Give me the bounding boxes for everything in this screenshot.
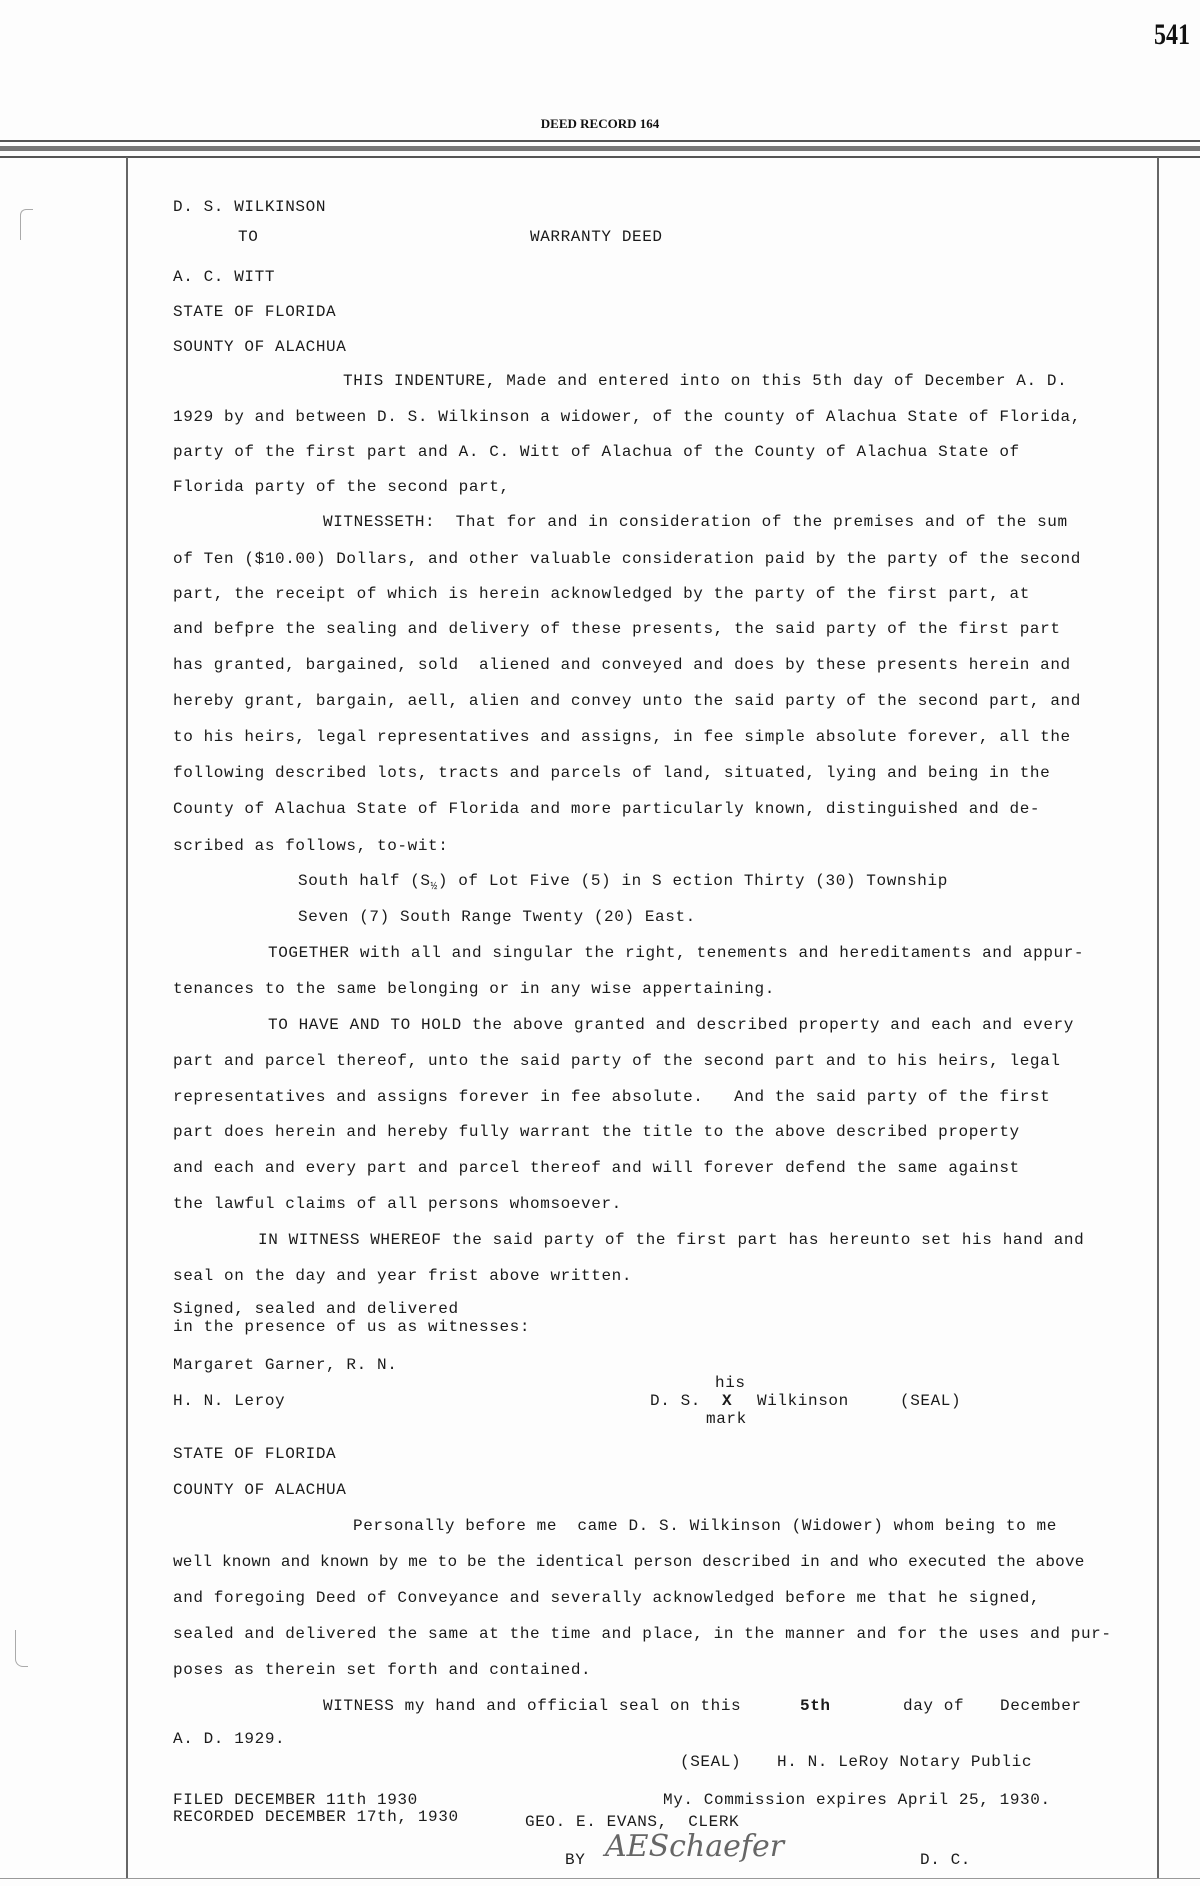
- body-line: scribed as follows, to-wit:: [173, 837, 449, 855]
- header-rule-middle: [0, 146, 1200, 151]
- legal-desc-fraction: ½: [430, 881, 438, 893]
- notary-commission: My. Commission expires April 25, 1930.: [663, 1791, 1051, 1809]
- heading-to: TO: [238, 228, 259, 246]
- header-rule-top: [0, 140, 1200, 142]
- clerk-name: GEO. E. EVANS, CLERK: [525, 1813, 740, 1831]
- body-line: representatives and assigns forever in fee absolute. And the said party of the first: [173, 1088, 1051, 1106]
- signer-seal: (SEAL): [900, 1392, 962, 1410]
- margin-bracket-bottom: [15, 1630, 28, 1667]
- deed-type-title: WARRANTY DEED: [530, 228, 663, 246]
- body-line: THIS INDENTURE, Made and entered into on this 5th day of December A. D.: [343, 372, 1068, 390]
- legal-description-line-2: Seven (7) South Range Twenty (20) East.: [298, 908, 696, 926]
- notary-seal: (SEAL): [680, 1753, 742, 1771]
- body-line: County of Alachua State of Florida and more particularly known, distinguished and de-: [173, 800, 1041, 818]
- body-line: tenances to the same belonging or in any wise appertaining.: [173, 980, 775, 998]
- ack-line: poses as therein set forth and contained.: [173, 1661, 592, 1679]
- body-line: Florida party of the second part,: [173, 478, 510, 496]
- signer-mark-x: X: [722, 1392, 733, 1410]
- body-line: IN WITNESS WHEREOF the said party of the first part has hereunto set his hand and: [258, 1231, 1085, 1249]
- body-line: TO HAVE AND TO HOLD the above granted and described property and each and every: [268, 1016, 1074, 1034]
- bottom-rule: [0, 1878, 1200, 1879]
- signer-surname: Wilkinson: [757, 1392, 849, 1410]
- body-line: and each and every part and parcel thereof and will forever defend the same against: [173, 1159, 1020, 1177]
- notary-name: H. N. LeRoy Notary Public: [777, 1753, 1033, 1771]
- body-line: hereby grant, bargain, aell, alien and convey unto the said party of the second part, and: [173, 692, 1081, 710]
- body-line: and befpre the sealing and delivery of these presents, the said party of the first part: [173, 620, 1061, 638]
- legal-desc-pre: South half (S: [298, 872, 431, 890]
- body-line: the lawful claims of all persons whomsoever.: [173, 1195, 622, 1213]
- header-rule-bottom: [0, 156, 1200, 158]
- body-line: TOGETHER with all and singular the right, tenements and hereditaments and appur-: [268, 944, 1085, 962]
- body-line: WITNESSETH: That for and in consideration of the premises and of the sum: [323, 513, 1068, 531]
- ack-witness-dayof: day of: [903, 1697, 965, 1715]
- right-margin-rule: [1157, 157, 1159, 1879]
- deputy-clerk-label: D. C.: [920, 1851, 972, 1869]
- record-header: DEED RECORD 164: [540, 116, 660, 131]
- body-line: part, the receipt of which is herein acknowledged by the party of the first part, at: [173, 585, 1030, 603]
- ack-witness-day: 5th: [800, 1697, 831, 1715]
- grantee-name: A. C. WITT: [173, 268, 276, 286]
- filed-date: FILED DECEMBER 11th 1930: [173, 1791, 418, 1809]
- body-line: seal on the day and year frist above written.: [173, 1267, 633, 1285]
- ack-line: and foregoing Deed of Conveyance and severally acknowledged before me that he signed,: [173, 1589, 1041, 1607]
- ack-line: well known and known by me to be the identical person described in and who executed the above: [173, 1553, 1085, 1571]
- heading-county: SOUNTY OF ALACHUA: [173, 338, 347, 356]
- ack-county: COUNTY OF ALACHUA: [173, 1481, 347, 1499]
- witness-name-1: Margaret Garner, R. N.: [173, 1356, 398, 1374]
- margin-bracket-top: [20, 209, 33, 240]
- witness-intro-line-2: in the presence of us as witnesses:: [173, 1318, 531, 1336]
- body-line: part and parcel thereof, unto the said party of the second part and to his heirs, legal: [173, 1052, 1061, 1070]
- mark-his: his: [715, 1374, 746, 1392]
- deputy-clerk-signature: AESchaefer: [605, 1829, 785, 1864]
- grantor-name: D. S. WILKINSON: [173, 198, 327, 216]
- page-number: 541: [1154, 18, 1190, 51]
- heading-state: STATE OF FLORIDA: [173, 303, 337, 321]
- body-line: to his heirs, legal representatives and assigns, in fee simple absolute forever, all the: [173, 728, 1071, 746]
- recorded-date: RECORDED DECEMBER 17th, 1930: [173, 1808, 459, 1826]
- body-line: 1929 by and between D. S. Wilkinson a widower, of the county of Alachua State of Florida,: [173, 408, 1081, 426]
- ack-witness-text: WITNESS my hand and official seal on this: [323, 1697, 742, 1715]
- signer-initials: D. S.: [650, 1392, 702, 1410]
- mark-word: mark: [706, 1410, 747, 1428]
- body-line: part does herein and hereby fully warrant the title to the above described property: [173, 1123, 1020, 1141]
- witness-intro-line-1: Signed, sealed and delivered: [173, 1300, 459, 1318]
- ack-line: sealed and delivered the same at the time and place, in the manner and for the uses and pur-: [173, 1625, 1112, 1643]
- body-line: of Ten ($10.00) Dollars, and other valuable consideration paid by the party of the second: [173, 550, 1081, 568]
- ack-year: A. D. 1929.: [173, 1730, 286, 1748]
- ack-state: STATE OF FLORIDA: [173, 1445, 337, 1463]
- by-label: BY: [565, 1851, 586, 1869]
- witness-name-2: H. N. Leroy: [173, 1392, 286, 1410]
- body-line: following described lots, tracts and parcels of land, situated, lying and being in the: [173, 764, 1051, 782]
- body-line: party of the first part and A. C. Witt of Alachua of the County of Alachua State of: [173, 443, 1020, 461]
- left-margin-rule: [126, 157, 128, 1879]
- legal-description-line-1: [298, 872, 948, 893]
- legal-desc-post: ) of Lot Five (5) in S ection Thirty (30) Township: [437, 872, 948, 890]
- ack-line: Personally before me came D. S. Wilkinson (Widower) whom being to me: [353, 1517, 1057, 1535]
- ack-witness-month: December: [1000, 1697, 1082, 1715]
- body-line: has granted, bargained, sold aliened and conveyed and does by these presents herein and: [173, 656, 1071, 674]
